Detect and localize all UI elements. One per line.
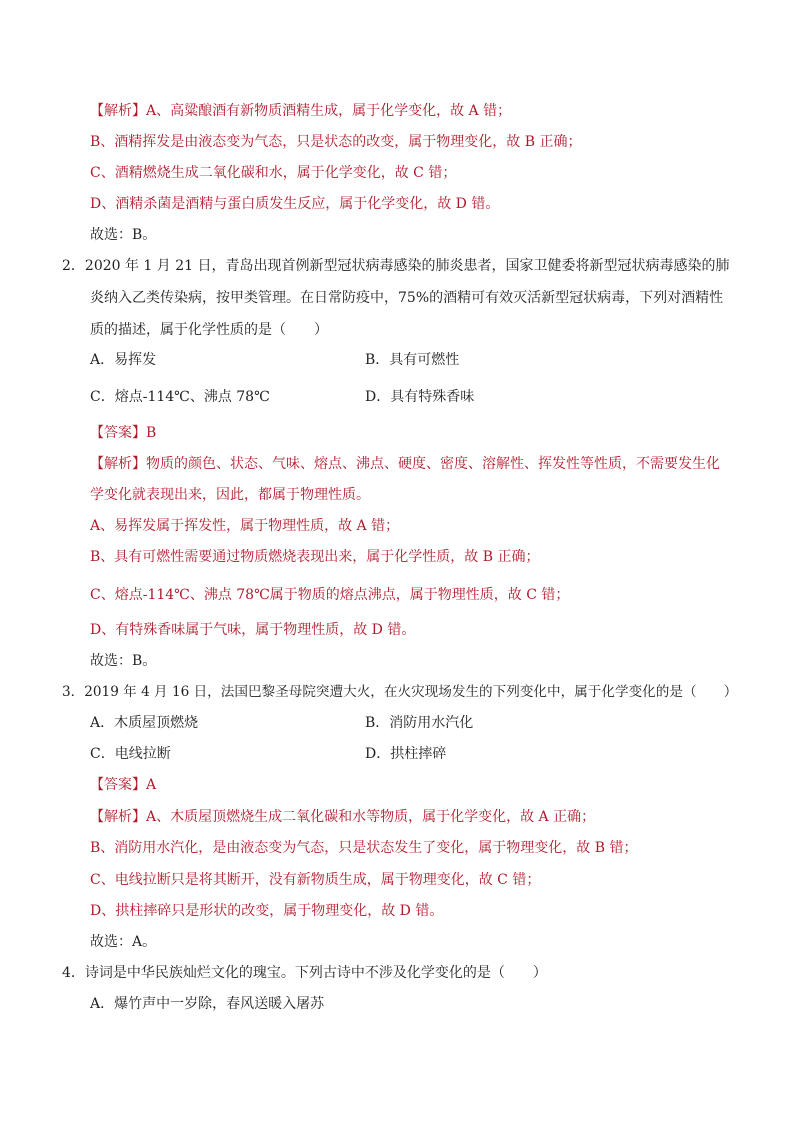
q2-option-b: B．具有可燃性: [365, 352, 460, 368]
q3-analysis-line-1: [90, 807, 595, 827]
q3-answer: [90, 775, 156, 795]
q4-stem: 4．诗词是中华民族灿烂文化的瑰宝。下列古诗中不涉及化学变化的是（ ）: [62, 965, 547, 981]
q2-stem-line-3: 质的描述，属于化学性质的是（ ）: [90, 322, 328, 338]
q2-choice: 故选：B。: [90, 653, 157, 669]
analysis-tag: 【解析】: [90, 456, 146, 472]
q2-option-d: D．具有特殊香味: [365, 389, 475, 405]
q2-answer: [90, 423, 156, 443]
q2-analysis-line-3: A、易挥发属于挥发性，属于物理性质，故 A 错；: [90, 518, 400, 534]
q3-choice: 故选：A。: [90, 934, 157, 950]
q2-stem-line-1: 2．2020 年 1 月 21 日，青岛出现首例新型冠状病毒感染的肺炎患者，国家卫健委将新型冠状病毒感染的肺: [62, 258, 730, 274]
analysis-tag: 【解析】: [90, 103, 146, 119]
q3-option-c: C．电线拉断: [90, 746, 171, 762]
answer-value: A: [146, 777, 157, 793]
q2-analysis-line-4: B、具有可燃性需要通过物质燃烧表现出来，属于化学性质，故 B 正确；: [90, 549, 540, 565]
q3-stem: 3．2019 年 4 月 16 日，法国巴黎圣母院突遭大火，在火灾现场发生的下列变化中，属于化学变化的是（ ）: [62, 684, 738, 700]
q2-analysis-line-5: C、熔点-114℃、沸点 78℃属于物质的熔点沸点，属于物理性质，故 C 错；: [90, 587, 570, 603]
analysis-text: A、木质屋顶燃烧生成二氧化碳和水等物质，属于化学变化，故 A 正确；: [146, 809, 596, 825]
q1-analysis-line-1: [90, 101, 511, 121]
q1-analysis-line-3: C、酒精燃烧生成二氧化碳和水，属于化学变化，故 C 错；: [90, 165, 457, 181]
analysis-text: 物质的颜色、状态、气味、熔点、沸点、硬度、密度、溶解性、挥发性等性质，不需要发生化: [146, 456, 720, 472]
answer-value: B: [146, 425, 157, 441]
q1-analysis-line-2: B、酒精挥发是由液态变为气态，只是状态的改变，属于物理变化，故 B 正确；: [90, 134, 582, 150]
analysis-tag: 【解析】: [90, 809, 146, 825]
q1-analysis-line-4: D、酒精杀菌是酒精与蛋白质发生反应，属于化学变化，故 D 错。: [90, 196, 500, 212]
analysis-text: A、高粱酿酒有新物质酒精生成，属于化学变化，故 A 错；: [146, 103, 512, 119]
q2-stem-line-2: 炎纳入乙类传染病，按甲类管理。在日常防疫中，75%的酒精可有效灭活新型冠状病毒，下列对酒精性: [90, 290, 724, 306]
q2-option-c: C．熔点-114℃、沸点 78℃: [90, 389, 270, 405]
q3-analysis-line-2: B、消防用水汽化，是由液态变为气态，只是状态发生了变化，属于物理变化，故 B 错；: [90, 840, 638, 856]
q2-analysis-line-1: [90, 454, 720, 474]
q3-analysis-line-4: D、拱柱摔碎只是形状的改变，属于物理变化，故 D 错。: [90, 903, 444, 919]
q3-option-a: A．木质屋顶燃烧: [90, 715, 199, 731]
q2-analysis-line-2: 学变化就表现出来，因此，都属于物理性质。: [90, 487, 370, 503]
q3-option-b: B．消防用水汽化: [365, 715, 474, 731]
q1-choice: 故选：B。: [90, 227, 157, 243]
q3-option-d: D．拱柱摔碎: [365, 746, 447, 762]
q2-option-a: A．易挥发: [90, 352, 157, 368]
q2-analysis-line-6: D、有特殊香味属于气味，属于物理性质，故 D 错。: [90, 622, 416, 638]
answer-tag: 【答案】: [90, 777, 146, 793]
q3-analysis-line-3: C、电线拉断只是将其断开，没有新物质生成，属于物理变化，故 C 错；: [90, 872, 541, 888]
answer-tag: 【答案】: [90, 425, 146, 441]
q4-option-a: A．爆竹声中一岁除，春风送暖入屠苏: [90, 996, 325, 1012]
